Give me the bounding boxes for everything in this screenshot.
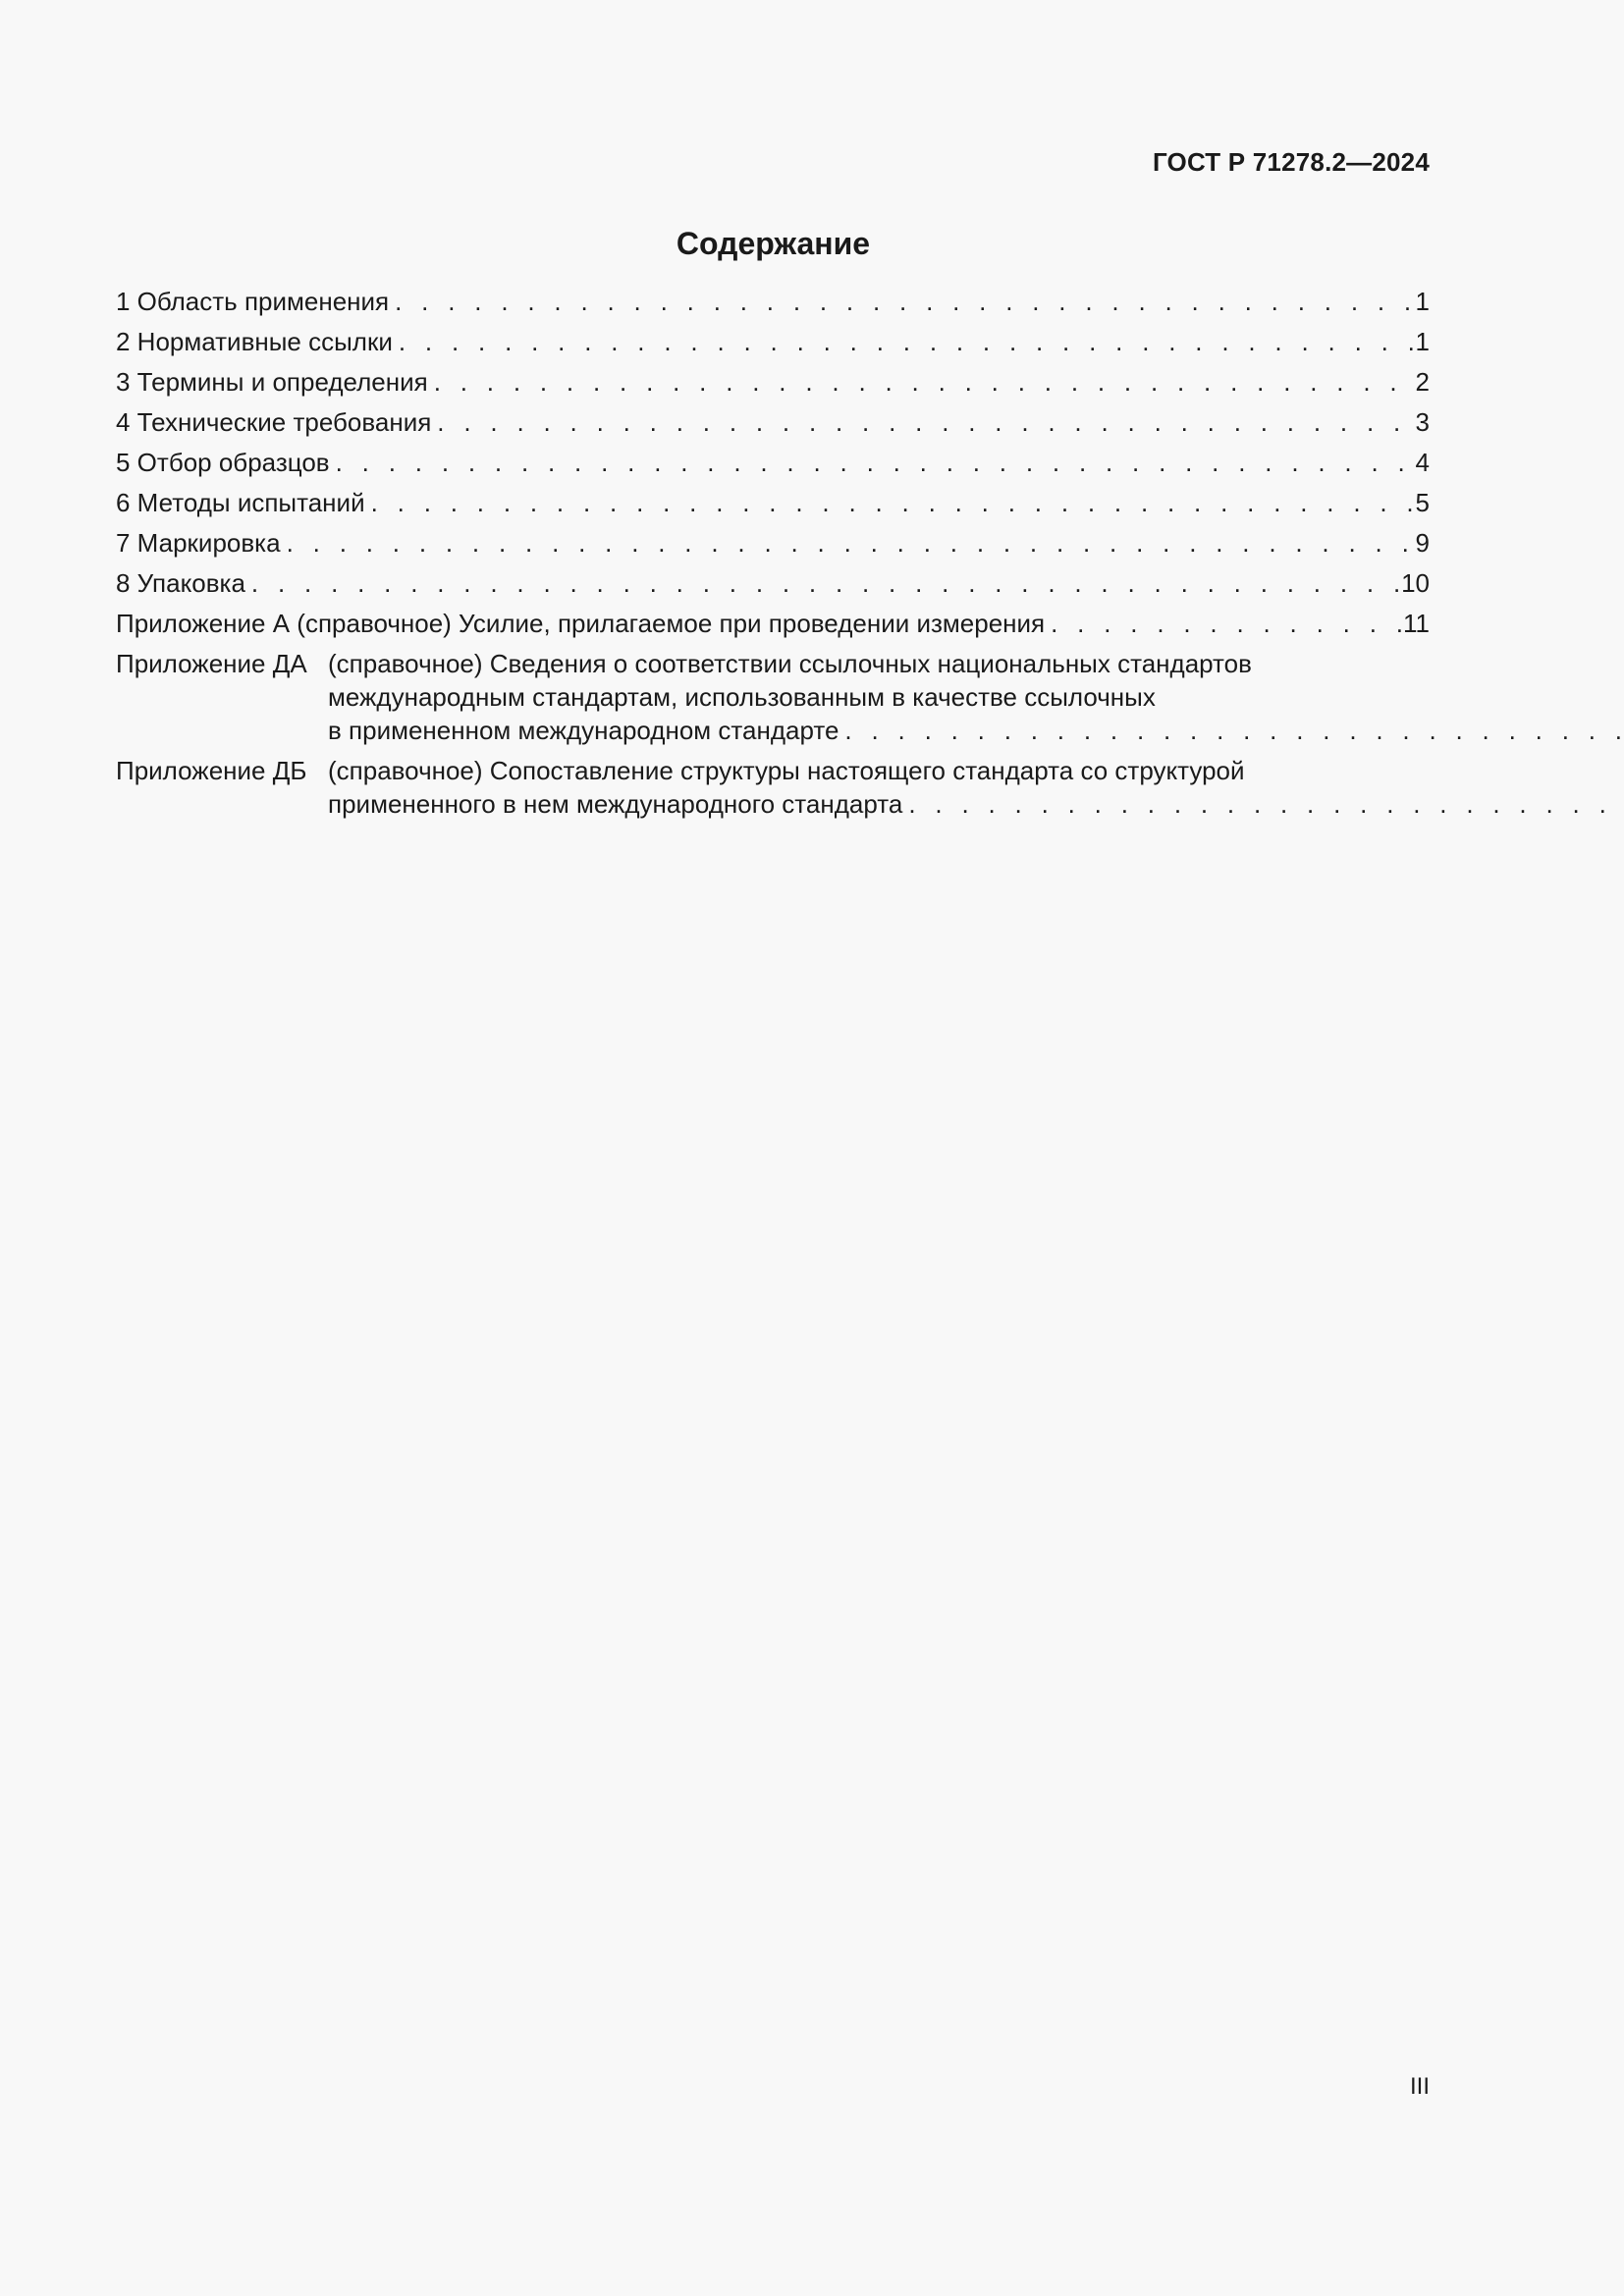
- toc-entry-page: 5: [1415, 488, 1430, 517]
- toc-entry-page: 4: [1415, 448, 1430, 477]
- toc-entry-label: 2 Нормативные ссылки: [116, 327, 393, 356]
- toc-entry[interactable]: [116, 486, 1430, 519]
- toc-entry-label: 8 Упаковка: [116, 568, 245, 598]
- annex-line: в примененном международном стандарте: [328, 716, 839, 745]
- toc-entry-page: 1: [1415, 327, 1430, 356]
- document-code: ГОСТ Р 71278.2—2024: [1152, 147, 1430, 177]
- table-of-contents: [116, 285, 1430, 828]
- dot-leader: [434, 365, 1414, 399]
- toc-entry[interactable]: [116, 566, 1430, 600]
- dot-leader: [395, 285, 1413, 318]
- annex-last-line: [328, 787, 1624, 821]
- annex-body: [328, 647, 1624, 747]
- dot-leader: [437, 405, 1413, 439]
- page-number: III: [1409, 2073, 1430, 2100]
- annex-prefix: Приложение ДА: [116, 649, 307, 678]
- toc-entry-label: 6 Методы испытаний: [116, 488, 365, 517]
- toc-entry[interactable]: [116, 446, 1430, 479]
- toc-entry[interactable]: [116, 526, 1430, 560]
- toc-entry-page: 2: [1415, 367, 1430, 397]
- annex-line: (справочное) Сведения о соответствии ссылочных национальных стандартов: [328, 649, 1252, 678]
- dot-leader: [1051, 607, 1401, 640]
- annex-last-line: [328, 714, 1624, 747]
- toc-entry-label: 7 Маркировка: [116, 528, 281, 558]
- dot-leader: [844, 714, 1624, 747]
- toc-entry[interactable]: [116, 607, 1430, 640]
- toc-entry-label: Приложение А (справочное) Усилие, прилагаемое при проведении измерения: [116, 609, 1046, 638]
- toc-entry-page: 9: [1415, 528, 1430, 558]
- toc-entry-annex-db[interactable]: [116, 754, 1430, 821]
- toc-entry-label: 1 Область применения: [116, 287, 390, 316]
- toc-entry[interactable]: [116, 405, 1430, 439]
- dot-leader: [399, 325, 1414, 358]
- dot-leader: [251, 566, 1399, 600]
- toc-entry-page: 1: [1415, 287, 1430, 316]
- toc-entry[interactable]: [116, 325, 1430, 358]
- annex-line: (справочное) Сопоставление структуры настоящего стандарта со структурой: [328, 756, 1245, 785]
- toc-entry-label: 3 Термины и определения: [116, 367, 428, 397]
- annex-line: международным стандартам, использованным в качестве ссылочных: [328, 682, 1156, 712]
- toc-entry[interactable]: [116, 285, 1430, 318]
- annex-line: примененного в нем международного стандарта: [328, 789, 903, 819]
- annex-body: [328, 754, 1624, 821]
- toc-entry[interactable]: [116, 365, 1430, 399]
- toc-entry-label: 5 Отбор образцов: [116, 448, 330, 477]
- toc-entry-page: 10: [1401, 568, 1430, 598]
- toc-entry-page: 3: [1415, 407, 1430, 437]
- dot-leader: [287, 526, 1414, 560]
- toc-entry-page: 11: [1403, 609, 1430, 638]
- page-title: Содержание: [676, 226, 871, 261]
- dot-leader: [371, 486, 1414, 519]
- dot-leader: [908, 787, 1624, 821]
- toc-entry-label: 4 Технические требования: [116, 407, 432, 437]
- dot-leader: [336, 446, 1414, 479]
- annex-prefix: Приложение ДБ: [116, 756, 307, 785]
- toc-entry-annex-da[interactable]: [116, 647, 1430, 747]
